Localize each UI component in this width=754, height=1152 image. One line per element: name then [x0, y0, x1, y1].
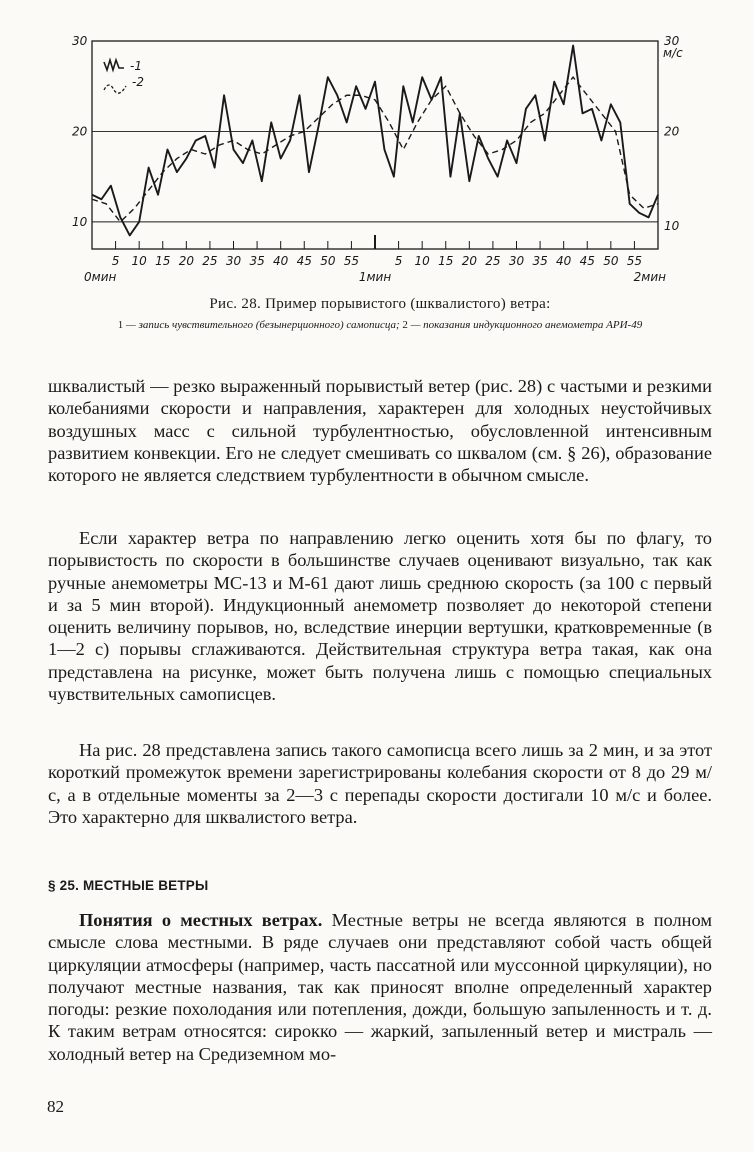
paragraph-4-lead: Понятия о местных ветрах. — [79, 910, 323, 930]
x-tick-label: 5 — [394, 254, 403, 268]
x-tick-label: 10 — [131, 254, 147, 268]
x-tick-label: 40 — [273, 254, 289, 268]
wind-speed-chart — [60, 28, 700, 294]
caption-item-1-text: — запись чувствительного (безынерционного) самописца; — [123, 319, 403, 331]
paragraph-3 — [48, 739, 712, 828]
paragraph-2 — [48, 527, 712, 705]
x-tick-label: 55 — [626, 254, 643, 268]
paragraph-1-text: шквалистый — резко выраженный порывистый ветер (рис. 28) с частыми и резкими колебаниями скорости и направления, характерен для холодных неустойчивых воздушных масс с сильной турбулентностью, обусловленной интенсивным развитием конвекции. Его не следует смешивать со шквалом (см. § 26), образование которого не является следствием турбулентности в обычном смысле. — [48, 376, 712, 486]
x-tick-label: 55 — [343, 254, 360, 268]
paragraph-4-text: Местные ветры не всегда являются в полном смысле слова местными. В ряде случаев они представляют собой часть общей циркуляции атмосферы (например, часть пассатной или муссонной циркуляции), но получают местные названия, так как приносят вполне определенный характер погоды: резкие похолодания или потепления, дожди, большую запыленность и т. д. К таким ветрам относятся: сирокко — жаркий, запыленный ветер и мистраль — холодный ветер на Средиземном мо- — [48, 910, 712, 1064]
y-tick-left-20: 20 — [72, 124, 88, 139]
legend-2-swatch — [104, 85, 126, 93]
x-tick-label: 50 — [320, 254, 336, 268]
series-1-line — [92, 46, 658, 236]
x-tick-label: 25 — [202, 254, 218, 268]
y-unit-label: м/с — [663, 46, 683, 60]
x-tick-label: 20 — [461, 254, 477, 268]
x-tick-label: 30 — [225, 254, 242, 268]
x-tick-label: 15 — [155, 254, 171, 268]
series-2-line — [92, 77, 658, 222]
legend-1-swatch — [104, 60, 124, 70]
figure-caption-title: Рис. 28. Пример порывистого (шквалистого) ветра: — [209, 296, 551, 312]
section-heading: § 25. МЕСТНЫЕ ВЕТРЫ — [48, 878, 209, 893]
x-tick-label: 45 — [296, 254, 312, 268]
caption-item-2-text: — показания индукционного анемометра АРИ-49 — [407, 319, 643, 331]
x-minute-label: 2мин — [633, 270, 666, 284]
x-tick-label: 10 — [414, 254, 430, 268]
paragraph-4 — [48, 909, 712, 1065]
caption-item-1-number: 1 — [117, 319, 124, 331]
x-tick-label: 20 — [178, 254, 194, 268]
x-tick-label: 45 — [579, 254, 595, 268]
plot-frame — [92, 41, 658, 249]
legend-2-label: -2 — [132, 75, 144, 89]
y-tick-right-10: 10 — [664, 218, 680, 233]
x-tick-label: 15 — [438, 254, 454, 268]
x-tick-label: 30 — [508, 254, 525, 268]
x-tick-label: 5 — [111, 254, 120, 268]
x-tick-label: 50 — [603, 254, 619, 268]
x-minute-label: 0мин — [84, 270, 117, 284]
paragraph-3-text: На рис. 28 представлена запись такого самописца всего лишь за 2 мин, и за этот короткий промежуток времени зарегистрированы колебания скорости от 8 до 29 м/с, а в отдельные моменты за 2—3 с перепады скорости достигали 10 м/с и более. Это характерно для шквалистого ветра. — [48, 740, 712, 827]
figure-caption-body — [40, 319, 720, 331]
y-tick-right-30: 30 — [664, 34, 680, 48]
paragraph-2-text: Если характер ветра по направлению легко оценить хотя бы по флагу, то порывистость по скорости в большинстве случаев оценивают визуально, так как ручные анемометры МС-13 и М-61 дают лишь среднюю скорость (за 100 с первый и за 5 мин второй). Индукционный анемометр позволяет до некоторой степени оценить величину порывов, но, вследствие инерции вертушки, кратковременные (в 1—2 с) порывы сглаживаются. Действительная структура ветра такая, как она представлена на рисунке, может быть получена лишь с помощью специальных чувствительных самописцев. — [48, 528, 712, 705]
page-number: 82 — [47, 1097, 64, 1116]
y-tick-right-20: 20 — [664, 124, 680, 139]
x-tick-label: 35 — [532, 254, 548, 268]
x-tick-label: 35 — [249, 254, 265, 268]
legend-1-label: -1 — [130, 59, 142, 73]
x-tick-label: 40 — [556, 254, 572, 268]
caption-item-2-number: 2 — [402, 319, 408, 331]
x-minute-label: 1мин — [358, 270, 392, 284]
y-tick-left-10: 10 — [72, 214, 88, 229]
y-tick-left-30: 30 — [72, 34, 88, 48]
paragraph-1 — [48, 375, 712, 486]
x-tick-label: 25 — [485, 254, 501, 268]
